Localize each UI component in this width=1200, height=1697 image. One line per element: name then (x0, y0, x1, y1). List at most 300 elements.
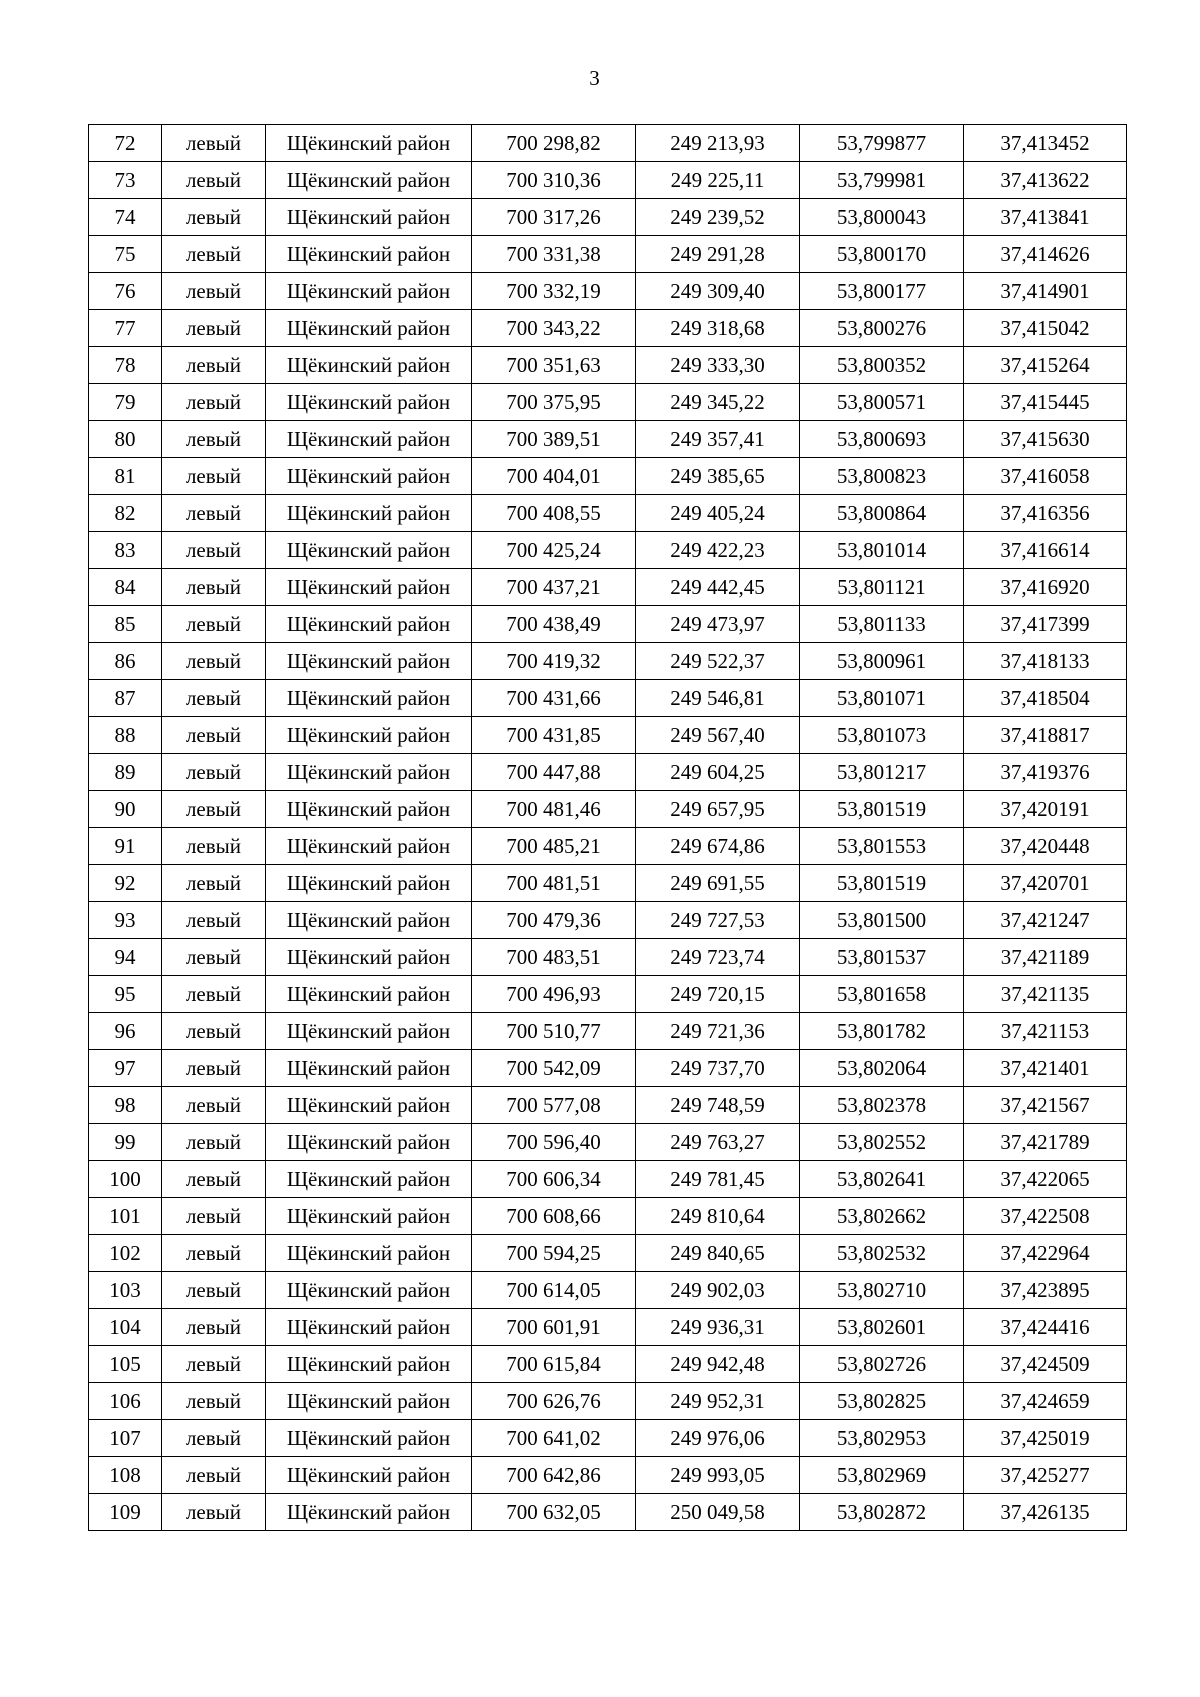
side-cell: левый (162, 458, 266, 495)
side-cell: левый (162, 125, 266, 162)
y-coordinate-cell: 249 473,97 (636, 606, 800, 643)
longitude-cell: 37,418504 (964, 680, 1127, 717)
side-cell: левый (162, 791, 266, 828)
side-cell: левый (162, 384, 266, 421)
table-row (89, 976, 1127, 1013)
latitude-cell: 53,801519 (800, 865, 964, 902)
coordinates-table-body (89, 125, 1127, 1531)
latitude-cell: 53,801500 (800, 902, 964, 939)
y-coordinate-cell: 249 442,45 (636, 569, 800, 606)
y-coordinate-cell: 249 723,74 (636, 939, 800, 976)
district-cell: Щёкинский район (266, 273, 472, 310)
district-cell: Щёкинский район (266, 976, 472, 1013)
table-row (89, 1161, 1127, 1198)
side-cell: левый (162, 1383, 266, 1420)
side-cell: левый (162, 865, 266, 902)
table-row (89, 569, 1127, 606)
side-cell: левый (162, 1050, 266, 1087)
point-number-cell: 73 (89, 162, 162, 199)
y-coordinate-cell: 249 674,86 (636, 828, 800, 865)
longitude-cell: 37,415630 (964, 421, 1127, 458)
x-coordinate-cell: 700 614,05 (472, 1272, 636, 1309)
longitude-cell: 37,413622 (964, 162, 1127, 199)
x-coordinate-cell: 700 632,05 (472, 1494, 636, 1531)
latitude-cell: 53,800571 (800, 384, 964, 421)
side-cell: левый (162, 754, 266, 791)
longitude-cell: 37,416614 (964, 532, 1127, 569)
latitude-cell: 53,801217 (800, 754, 964, 791)
x-coordinate-cell: 700 332,19 (472, 273, 636, 310)
side-cell: левый (162, 421, 266, 458)
district-cell: Щёкинский район (266, 458, 472, 495)
table-row (89, 791, 1127, 828)
point-number-cell: 80 (89, 421, 162, 458)
table-row (89, 310, 1127, 347)
y-coordinate-cell: 249 976,06 (636, 1420, 800, 1457)
latitude-cell: 53,802710 (800, 1272, 964, 1309)
district-cell: Щёкинский район (266, 1346, 472, 1383)
y-coordinate-cell: 249 309,40 (636, 273, 800, 310)
latitude-cell: 53,802641 (800, 1161, 964, 1198)
latitude-cell: 53,802825 (800, 1383, 964, 1420)
longitude-cell: 37,421247 (964, 902, 1127, 939)
y-coordinate-cell: 249 936,31 (636, 1309, 800, 1346)
side-cell: левый (162, 643, 266, 680)
latitude-cell: 53,799981 (800, 162, 964, 199)
y-coordinate-cell: 249 657,95 (636, 791, 800, 828)
table-row (89, 680, 1127, 717)
side-cell: левый (162, 1309, 266, 1346)
latitude-cell: 53,801537 (800, 939, 964, 976)
point-number-cell: 104 (89, 1309, 162, 1346)
x-coordinate-cell: 700 496,93 (472, 976, 636, 1013)
x-coordinate-cell: 700 596,40 (472, 1124, 636, 1161)
point-number-cell: 106 (89, 1383, 162, 1420)
latitude-cell: 53,801014 (800, 532, 964, 569)
latitude-cell: 53,800170 (800, 236, 964, 273)
latitude-cell: 53,802662 (800, 1198, 964, 1235)
side-cell: левый (162, 495, 266, 532)
y-coordinate-cell: 249 748,59 (636, 1087, 800, 1124)
side-cell: левый (162, 1198, 266, 1235)
y-coordinate-cell: 249 385,65 (636, 458, 800, 495)
latitude-cell: 53,802064 (800, 1050, 964, 1087)
y-coordinate-cell: 249 522,37 (636, 643, 800, 680)
point-number-cell: 99 (89, 1124, 162, 1161)
point-number-cell: 95 (89, 976, 162, 1013)
longitude-cell: 37,414626 (964, 236, 1127, 273)
table-row (89, 532, 1127, 569)
x-coordinate-cell: 700 601,91 (472, 1309, 636, 1346)
longitude-cell: 37,416356 (964, 495, 1127, 532)
x-coordinate-cell: 700 542,09 (472, 1050, 636, 1087)
x-coordinate-cell: 700 479,36 (472, 902, 636, 939)
latitude-cell: 53,801658 (800, 976, 964, 1013)
table-row (89, 902, 1127, 939)
table-row (89, 421, 1127, 458)
point-number-cell: 83 (89, 532, 162, 569)
longitude-cell: 37,421401 (964, 1050, 1127, 1087)
x-coordinate-cell: 700 351,63 (472, 347, 636, 384)
point-number-cell: 98 (89, 1087, 162, 1124)
longitude-cell: 37,418133 (964, 643, 1127, 680)
y-coordinate-cell: 249 781,45 (636, 1161, 800, 1198)
point-number-cell: 88 (89, 717, 162, 754)
table-row (89, 1420, 1127, 1457)
longitude-cell: 37,425277 (964, 1457, 1127, 1494)
side-cell: левый (162, 1013, 266, 1050)
x-coordinate-cell: 700 608,66 (472, 1198, 636, 1235)
district-cell: Щёкинский район (266, 606, 472, 643)
longitude-cell: 37,413841 (964, 199, 1127, 236)
point-number-cell: 107 (89, 1420, 162, 1457)
x-coordinate-cell: 700 447,88 (472, 754, 636, 791)
side-cell: левый (162, 606, 266, 643)
longitude-cell: 37,421189 (964, 939, 1127, 976)
x-coordinate-cell: 700 310,36 (472, 162, 636, 199)
district-cell: Щёкинский район (266, 791, 472, 828)
longitude-cell: 37,424509 (964, 1346, 1127, 1383)
longitude-cell: 37,421135 (964, 976, 1127, 1013)
longitude-cell: 37,420191 (964, 791, 1127, 828)
table-row (89, 1346, 1127, 1383)
x-coordinate-cell: 700 389,51 (472, 421, 636, 458)
longitude-cell: 37,415264 (964, 347, 1127, 384)
district-cell: Щёкинский район (266, 125, 472, 162)
table-row (89, 643, 1127, 680)
table-row (89, 606, 1127, 643)
longitude-cell: 37,413452 (964, 125, 1127, 162)
table-row (89, 1198, 1127, 1235)
district-cell: Щёкинский район (266, 569, 472, 606)
point-number-cell: 96 (89, 1013, 162, 1050)
latitude-cell: 53,800043 (800, 199, 964, 236)
side-cell: левый (162, 680, 266, 717)
side-cell: левый (162, 1161, 266, 1198)
y-coordinate-cell: 249 239,52 (636, 199, 800, 236)
latitude-cell: 53,801073 (800, 717, 964, 754)
y-coordinate-cell: 249 604,25 (636, 754, 800, 791)
side-cell: левый (162, 976, 266, 1013)
y-coordinate-cell: 249 720,15 (636, 976, 800, 1013)
table-row (89, 125, 1127, 162)
latitude-cell: 53,802552 (800, 1124, 964, 1161)
longitude-cell: 37,422964 (964, 1235, 1127, 1272)
district-cell: Щёкинский район (266, 1420, 472, 1457)
point-number-cell: 86 (89, 643, 162, 680)
point-number-cell: 100 (89, 1161, 162, 1198)
point-number-cell: 90 (89, 791, 162, 828)
point-number-cell: 87 (89, 680, 162, 717)
point-number-cell: 108 (89, 1457, 162, 1494)
point-number-cell: 74 (89, 199, 162, 236)
table-row (89, 1494, 1127, 1531)
x-coordinate-cell: 700 626,76 (472, 1383, 636, 1420)
latitude-cell: 53,800177 (800, 273, 964, 310)
side-cell: левый (162, 569, 266, 606)
longitude-cell: 37,420701 (964, 865, 1127, 902)
latitude-cell: 53,802953 (800, 1420, 964, 1457)
y-coordinate-cell: 249 763,27 (636, 1124, 800, 1161)
point-number-cell: 84 (89, 569, 162, 606)
point-number-cell: 97 (89, 1050, 162, 1087)
table-row (89, 939, 1127, 976)
side-cell: левый (162, 1235, 266, 1272)
x-coordinate-cell: 700 375,95 (472, 384, 636, 421)
longitude-cell: 37,425019 (964, 1420, 1127, 1457)
district-cell: Щёкинский район (266, 1050, 472, 1087)
point-number-cell: 76 (89, 273, 162, 310)
y-coordinate-cell: 249 291,28 (636, 236, 800, 273)
point-number-cell: 93 (89, 902, 162, 939)
longitude-cell: 37,424659 (964, 1383, 1127, 1420)
table-row (89, 347, 1127, 384)
x-coordinate-cell: 700 485,21 (472, 828, 636, 865)
latitude-cell: 53,802872 (800, 1494, 964, 1531)
y-coordinate-cell: 249 942,48 (636, 1346, 800, 1383)
table-row (89, 495, 1127, 532)
y-coordinate-cell: 249 902,03 (636, 1272, 800, 1309)
latitude-cell: 53,802726 (800, 1346, 964, 1383)
longitude-cell: 37,416058 (964, 458, 1127, 495)
y-coordinate-cell: 249 727,53 (636, 902, 800, 939)
side-cell: левый (162, 717, 266, 754)
y-coordinate-cell: 249 993,05 (636, 1457, 800, 1494)
district-cell: Щёкинский район (266, 1494, 472, 1531)
x-coordinate-cell: 700 425,24 (472, 532, 636, 569)
y-coordinate-cell: 249 333,30 (636, 347, 800, 384)
latitude-cell: 53,802601 (800, 1309, 964, 1346)
point-number-cell: 105 (89, 1346, 162, 1383)
district-cell: Щёкинский район (266, 865, 472, 902)
x-coordinate-cell: 700 606,34 (472, 1161, 636, 1198)
side-cell: левый (162, 1457, 266, 1494)
district-cell: Щёкинский район (266, 532, 472, 569)
latitude-cell: 53,800864 (800, 495, 964, 532)
x-coordinate-cell: 700 438,49 (472, 606, 636, 643)
point-number-cell: 101 (89, 1198, 162, 1235)
x-coordinate-cell: 700 641,02 (472, 1420, 636, 1457)
latitude-cell: 53,801553 (800, 828, 964, 865)
district-cell: Щёкинский район (266, 1124, 472, 1161)
district-cell: Щёкинский район (266, 162, 472, 199)
table-row (89, 1309, 1127, 1346)
page-number: 3 (589, 66, 600, 90)
table-row (89, 162, 1127, 199)
point-number-cell: 77 (89, 310, 162, 347)
latitude-cell: 53,801133 (800, 606, 964, 643)
longitude-cell: 37,424416 (964, 1309, 1127, 1346)
x-coordinate-cell: 700 577,08 (472, 1087, 636, 1124)
longitude-cell: 37,418817 (964, 717, 1127, 754)
latitude-cell: 53,800823 (800, 458, 964, 495)
y-coordinate-cell: 249 567,40 (636, 717, 800, 754)
point-number-cell: 72 (89, 125, 162, 162)
table-row (89, 1050, 1127, 1087)
district-cell: Щёкинский район (266, 902, 472, 939)
point-number-cell: 89 (89, 754, 162, 791)
side-cell: левый (162, 347, 266, 384)
side-cell: левый (162, 162, 266, 199)
side-cell: левый (162, 310, 266, 347)
x-coordinate-cell: 700 343,22 (472, 310, 636, 347)
x-coordinate-cell: 700 298,82 (472, 125, 636, 162)
longitude-cell: 37,421153 (964, 1013, 1127, 1050)
latitude-cell: 53,800276 (800, 310, 964, 347)
y-coordinate-cell: 249 810,64 (636, 1198, 800, 1235)
x-coordinate-cell: 700 594,25 (472, 1235, 636, 1272)
table-row (89, 458, 1127, 495)
x-coordinate-cell: 700 481,51 (472, 865, 636, 902)
y-coordinate-cell: 249 345,22 (636, 384, 800, 421)
district-cell: Щёкинский район (266, 199, 472, 236)
latitude-cell: 53,802378 (800, 1087, 964, 1124)
longitude-cell: 37,422065 (964, 1161, 1127, 1198)
latitude-cell: 53,800961 (800, 643, 964, 680)
district-cell: Щёкинский район (266, 1309, 472, 1346)
x-coordinate-cell: 700 642,86 (472, 1457, 636, 1494)
point-number-cell: 109 (89, 1494, 162, 1531)
district-cell: Щёкинский район (266, 384, 472, 421)
x-coordinate-cell: 700 510,77 (472, 1013, 636, 1050)
y-coordinate-cell: 249 737,70 (636, 1050, 800, 1087)
y-coordinate-cell: 249 422,23 (636, 532, 800, 569)
longitude-cell: 37,421567 (964, 1087, 1127, 1124)
table-row (89, 1272, 1127, 1309)
point-number-cell: 82 (89, 495, 162, 532)
y-coordinate-cell: 249 840,65 (636, 1235, 800, 1272)
x-coordinate-cell: 700 437,21 (472, 569, 636, 606)
y-coordinate-cell: 249 213,93 (636, 125, 800, 162)
x-coordinate-cell: 700 317,26 (472, 199, 636, 236)
y-coordinate-cell: 249 546,81 (636, 680, 800, 717)
y-coordinate-cell: 249 318,68 (636, 310, 800, 347)
longitude-cell: 37,426135 (964, 1494, 1127, 1531)
district-cell: Щёкинский район (266, 1087, 472, 1124)
y-coordinate-cell: 249 405,24 (636, 495, 800, 532)
district-cell: Щёкинский район (266, 1235, 472, 1272)
district-cell: Щёкинский район (266, 495, 472, 532)
district-cell: Щёкинский район (266, 1198, 472, 1235)
latitude-cell: 53,801519 (800, 791, 964, 828)
longitude-cell: 37,422508 (964, 1198, 1127, 1235)
x-coordinate-cell: 700 331,38 (472, 236, 636, 273)
side-cell: левый (162, 1124, 266, 1161)
latitude-cell: 53,801782 (800, 1013, 964, 1050)
district-cell: Щёкинский район (266, 754, 472, 791)
x-coordinate-cell: 700 404,01 (472, 458, 636, 495)
point-number-cell: 94 (89, 939, 162, 976)
district-cell: Щёкинский район (266, 421, 472, 458)
side-cell: левый (162, 236, 266, 273)
district-cell: Щёкинский район (266, 1457, 472, 1494)
latitude-cell: 53,802532 (800, 1235, 964, 1272)
y-coordinate-cell: 250 049,58 (636, 1494, 800, 1531)
district-cell: Щёкинский район (266, 310, 472, 347)
point-number-cell: 103 (89, 1272, 162, 1309)
side-cell: левый (162, 902, 266, 939)
point-number-cell: 85 (89, 606, 162, 643)
side-cell: левый (162, 273, 266, 310)
table-row (89, 199, 1127, 236)
side-cell: левый (162, 939, 266, 976)
district-cell: Щёкинский район (266, 643, 472, 680)
district-cell: Щёкинский район (266, 1383, 472, 1420)
side-cell: левый (162, 1494, 266, 1531)
latitude-cell: 53,801071 (800, 680, 964, 717)
table-row (89, 1124, 1127, 1161)
coordinates-table (88, 124, 1127, 1531)
point-number-cell: 81 (89, 458, 162, 495)
x-coordinate-cell: 700 431,66 (472, 680, 636, 717)
latitude-cell: 53,800693 (800, 421, 964, 458)
district-cell: Щёкинский район (266, 717, 472, 754)
longitude-cell: 37,420448 (964, 828, 1127, 865)
x-coordinate-cell: 700 419,32 (472, 643, 636, 680)
latitude-cell: 53,801121 (800, 569, 964, 606)
longitude-cell: 37,421789 (964, 1124, 1127, 1161)
district-cell: Щёкинский район (266, 347, 472, 384)
side-cell: левый (162, 532, 266, 569)
table-row (89, 1457, 1127, 1494)
latitude-cell: 53,802969 (800, 1457, 964, 1494)
point-number-cell: 102 (89, 1235, 162, 1272)
district-cell: Щёкинский район (266, 1013, 472, 1050)
y-coordinate-cell: 249 952,31 (636, 1383, 800, 1420)
table-row (89, 236, 1127, 273)
table-row (89, 384, 1127, 421)
x-coordinate-cell: 700 431,85 (472, 717, 636, 754)
longitude-cell: 37,414901 (964, 273, 1127, 310)
side-cell: левый (162, 828, 266, 865)
table-row (89, 1087, 1127, 1124)
table-row (89, 1013, 1127, 1050)
longitude-cell: 37,415042 (964, 310, 1127, 347)
y-coordinate-cell: 249 691,55 (636, 865, 800, 902)
latitude-cell: 53,799877 (800, 125, 964, 162)
x-coordinate-cell: 700 408,55 (472, 495, 636, 532)
x-coordinate-cell: 700 615,84 (472, 1346, 636, 1383)
x-coordinate-cell: 700 481,46 (472, 791, 636, 828)
side-cell: левый (162, 1346, 266, 1383)
side-cell: левый (162, 1087, 266, 1124)
table-row (89, 865, 1127, 902)
side-cell: левый (162, 1272, 266, 1309)
district-cell: Щёкинский район (266, 939, 472, 976)
table-row (89, 717, 1127, 754)
point-number-cell: 92 (89, 865, 162, 902)
district-cell: Щёкинский район (266, 680, 472, 717)
point-number-cell: 79 (89, 384, 162, 421)
y-coordinate-cell: 249 721,36 (636, 1013, 800, 1050)
longitude-cell: 37,415445 (964, 384, 1127, 421)
y-coordinate-cell: 249 225,11 (636, 162, 800, 199)
table-row (89, 754, 1127, 791)
side-cell: левый (162, 1420, 266, 1457)
longitude-cell: 37,417399 (964, 606, 1127, 643)
point-number-cell: 91 (89, 828, 162, 865)
side-cell: левый (162, 199, 266, 236)
table-row (89, 273, 1127, 310)
longitude-cell: 37,423895 (964, 1272, 1127, 1309)
point-number-cell: 75 (89, 236, 162, 273)
table-row (89, 828, 1127, 865)
longitude-cell: 37,416920 (964, 569, 1127, 606)
district-cell: Щёкинский район (266, 1272, 472, 1309)
y-coordinate-cell: 249 357,41 (636, 421, 800, 458)
point-number-cell: 78 (89, 347, 162, 384)
table-row (89, 1235, 1127, 1272)
